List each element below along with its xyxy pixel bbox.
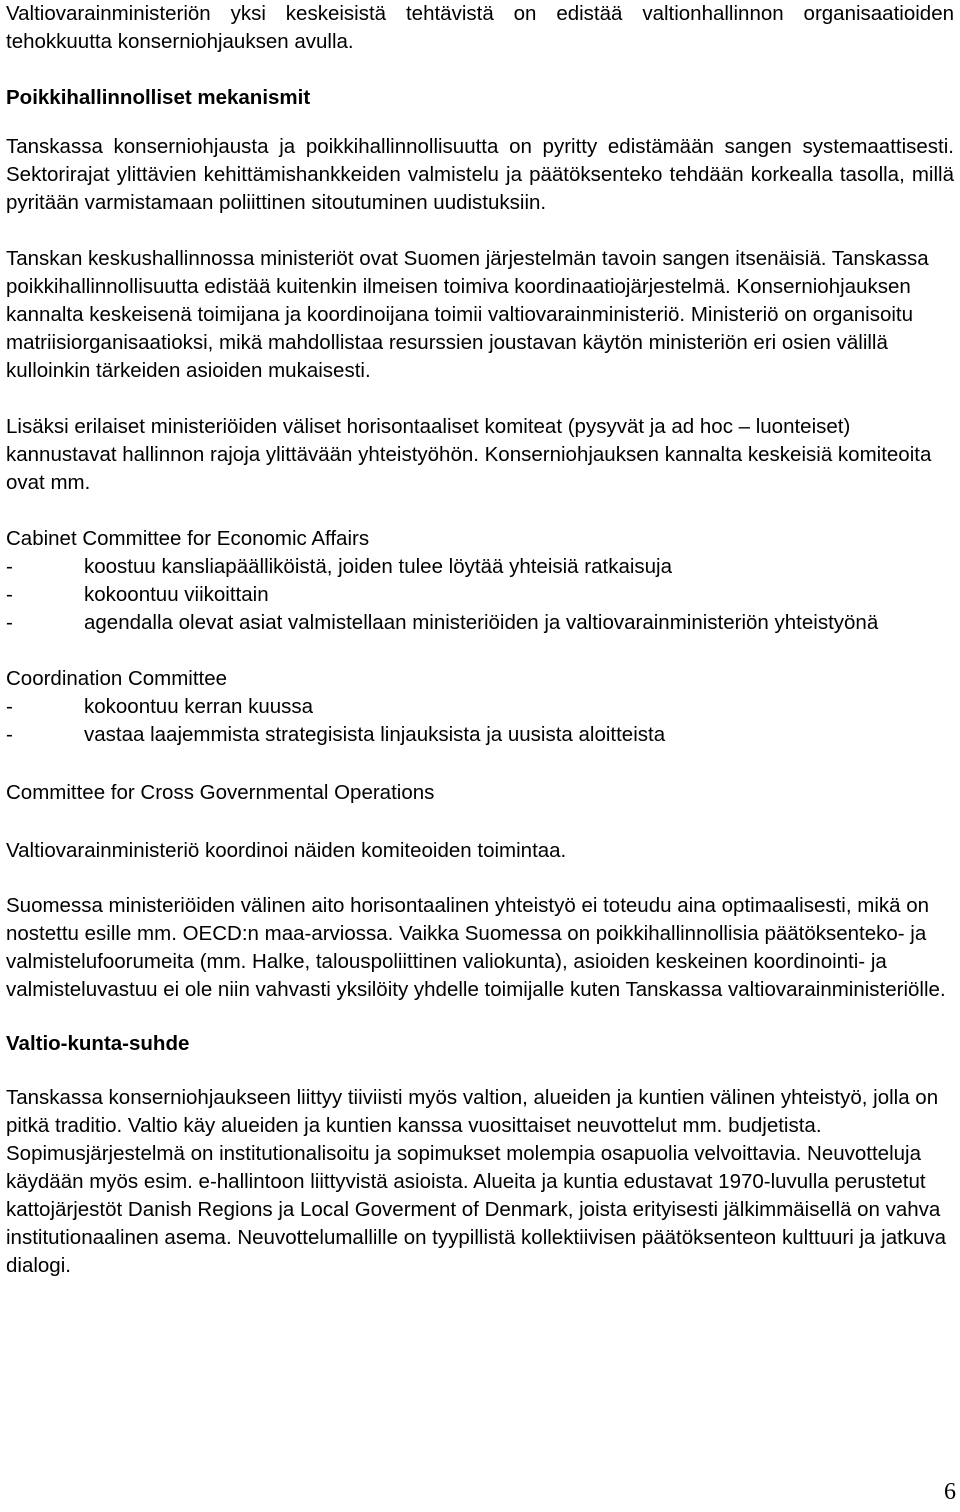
committee-economic-affairs-title: Cabinet Committee for Economic Affairs (6, 527, 370, 550)
list-item: - kokoontuu kerran kuussa (6, 693, 954, 721)
heading-state-municipal: Valtio-kunta-suhde (6, 1032, 190, 1055)
page-number: 6 (944, 1479, 956, 1505)
paragraph-committees: Lisäksi erilaiset ministeriöiden väliset horisontaaliset komiteat (pysyvät ja ad hoc – luonteiset) kannustavat hallinnon rajoja ylittävään yhteistyöhön. Konserniohjauksen kannalta keskeisiä komiteoita ovat mm. (6, 415, 932, 494)
intro-paragraph: Valtiovarainministeriön yksi keskeisistä tehtävistä on edistää valtionhallinnon organisaatioiden tehokkuutta konserniohjauksen avulla. (6, 2, 954, 53)
coordination-committee-title: Coordination Committee (6, 667, 228, 690)
paragraph-central-government: Tanskan keskushallinnossa ministeriöt ovat Suomen järjestelmän tavoin sangen itsenäisiä. Tanskassa poikkihallinnollisuutta edistää kuitenkin ilmeisen toimiva koordinaatiojärjestelmä. Konserniohjauksen kannalta keskeisenä toimijana ja koordinoijana toimii valtiovarainministeriö. Ministeriö on organisoitu matriisiorganisaatioksi, mikä mahdollistaa resurssien joustavan käytön ministeriön eri osien välillä kulloinkin tärkeiden asioiden mukaisesti. (6, 247, 929, 382)
paragraph-denmark-systematic: Tanskassa konserniohjausta ja poikkihallinnollisuutta on pyritty edistämään sangen systemaattisesti. Sektorirajat ylittävien kehittämishankkeiden valmistelu ja päätöksenteko tehdään korkealla tasolla, millä pyritään varmistamaan poliittinen sitoutuminen uudistuksiin. (6, 135, 954, 214)
list-item: - kokoontuu viikoittain (6, 581, 954, 609)
committee-economic-affairs-list (6, 553, 954, 637)
paragraph-state-municipal: Tanskassa konserniohjaukseen liittyy tiiviisti myös valtion, alueiden ja kuntien välinen yhteistyö, jolla on pitkä traditio. Valtio käy alueiden ja kuntien kanssa vuosittaiset neuvottelut mm. budjetista. Sopimusjärjestelmä on institutionalisoitu ja sopimukset molempia osapuolia velvoittavia. Neuvotteluja käydään myös esim. e-hallintoon liittyvistä asioista. Alueita ja kuntia edustavat 1970-luvulla perustetut kattojärjestöt Danish Regions ja Local Goverment of Denmark, joista erityisesti jälkimmäisellä on vahva institutionaalinen asema. Neuvottelumallille on tyypillistä kollektiivisen päätöksenteon kulttuuri ja jatkuva dialogi. (6, 1086, 947, 1277)
heading-mechanisms: Poikkihallinnolliset mekanismit (6, 86, 311, 109)
cross-governmental-committee-title: Committee for Cross Governmental Operations (6, 781, 435, 804)
document-page (6, 0, 954, 1280)
paragraph-finland: Suomessa ministeriöiden välinen aito horisontaalinen yhteistyö ei toteudu aina optimaalisesti, mikä on nostettu esille mm. OECD:n maa-arviossa. Vaikka Suomessa on poikkihallinnollisia päätöksenteko- ja valmistelufoorumeita (mm. Halke, talouspoliittinen valiokunta), asioiden keskeinen koordinointi- ja valmisteluvastuu ei ole niin vahvasti yksilöity yhdelle toimijalle kuten Tanskassa valtiovarainministeriölle. (6, 894, 946, 1001)
list-item: - agendalla olevat asiat valmistellaan ministeriöiden ja valtiovarainministeriön yhteistyönä (6, 609, 954, 637)
coordination-committee-list (6, 693, 954, 749)
list-item: - vastaa laajemmista strategisista linjauksista ja uusista aloitteista (6, 721, 954, 749)
list-item: - koostuu kansliapäälliköistä, joiden tulee löytää yhteisiä ratkaisuja (6, 553, 954, 581)
paragraph-mof-coordinates: Valtiovarainministeriö koordinoi näiden komiteoiden toimintaa. (6, 839, 567, 862)
